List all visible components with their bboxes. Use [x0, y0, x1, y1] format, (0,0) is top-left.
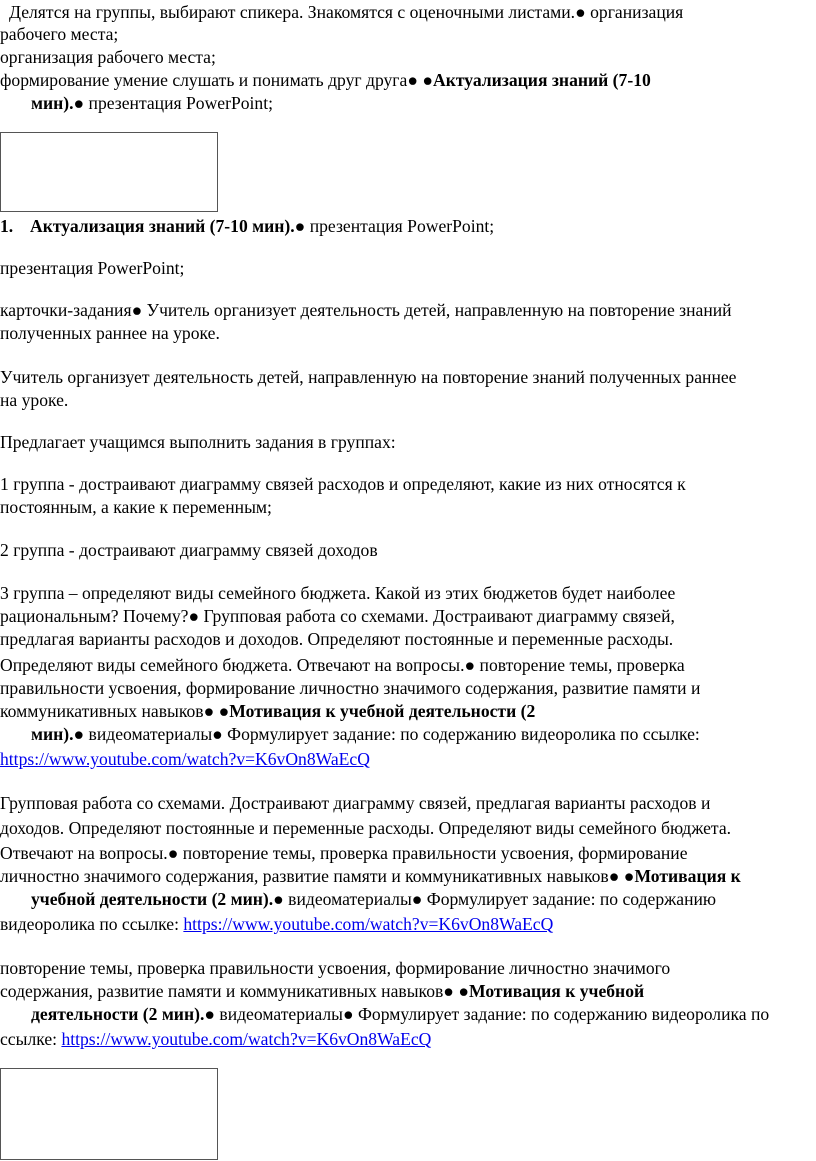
- text-line: [0, 748, 370, 771]
- text-run: правильности усвоения, формирование личностно значимого содержания, развитие памяти и: [0, 678, 701, 698]
- bold-heading-run: мин).: [31, 93, 74, 113]
- bullet-icon: ●: [422, 70, 434, 90]
- text-line: [0, 366, 737, 389]
- text-run: постоянным, а какие к переменным;: [0, 497, 272, 517]
- text-run: видеоматериалы: [283, 889, 412, 909]
- bullet-icon: ●: [342, 1004, 354, 1024]
- bullet-icon: ●: [218, 701, 230, 721]
- text-run: видеоматериалы: [214, 1004, 343, 1024]
- text-run: организация: [585, 2, 684, 22]
- bullet-icon: ●: [623, 866, 635, 886]
- text-run: ссылке:: [0, 1029, 62, 1049]
- bold-heading-run: деятельности (2 мин).: [31, 1004, 205, 1024]
- text-line: [0, 431, 396, 454]
- text-run: Учитель организует деятельность детей, направленную на повторение знаний полученных раннее: [0, 367, 737, 387]
- text-line: [0, 980, 644, 1003]
- text-line: [0, 496, 272, 519]
- text-run: Учитель организует деятельность детей, направленную на повторение знаний: [142, 300, 732, 320]
- text-run: Определяют виды семейного бюджета. Отвечают на вопросы.: [0, 655, 465, 675]
- bullet-icon: ●: [411, 889, 423, 909]
- bullet-icon: ●: [73, 93, 85, 113]
- text-line: [0, 628, 673, 651]
- numbered-heading: [0, 215, 494, 238]
- text-line: [31, 92, 273, 115]
- text-line: [0, 23, 118, 46]
- bullet-icon: ●: [203, 701, 215, 721]
- text-run: доходов. Определяют постоянные и переменные расходы. Определяют виды семейного бюджета.: [0, 818, 732, 838]
- text-run: на уроке.: [0, 390, 69, 410]
- bold-heading-run: Мотивация к учебной: [468, 981, 645, 1001]
- text-run: 3 группа – определяют виды семейного бюджета. Какой из этих бюджетов будет наиболее: [0, 583, 676, 603]
- text-run: содержания, развитие памяти и коммуникативных навыков: [0, 981, 444, 1001]
- text-line: [31, 1003, 769, 1026]
- youtube-link[interactable]: https://www.youtube.com/watch?v=K6vOn8WaEcQ: [183, 914, 554, 934]
- text-line: [9, 1, 683, 24]
- text-run: видеоматериалы: [84, 724, 213, 744]
- text-run: организация рабочего места;: [0, 47, 216, 67]
- text-run: рациональным? Почему?: [0, 606, 189, 626]
- text-line: [0, 539, 378, 562]
- text-run: Формулирует задание: по содержанию видеоролика по: [353, 1004, 770, 1024]
- text-line: [0, 1028, 431, 1051]
- text-line: [0, 957, 670, 980]
- text-run: повторение темы, проверка: [475, 655, 685, 675]
- bullet-icon: ●: [273, 889, 284, 909]
- text-run: видеоролика по ссылке:: [0, 914, 184, 934]
- bullet-icon: ●: [608, 866, 620, 886]
- text-run: Групповая работа со схемами. Достраивают диаграмму связей, предлагая варианты расходов и: [0, 793, 711, 813]
- bullet-icon: ●: [575, 2, 586, 22]
- bullet-icon: ●: [73, 724, 85, 744]
- text-run: Формулирует задание: по содержанию видеоролика по ссылке:: [222, 724, 700, 744]
- bold-heading-run: мин).: [31, 724, 74, 744]
- bullet-icon: ●: [458, 981, 469, 1001]
- bold-heading-run: Актуализация знаний (7-10: [433, 70, 651, 90]
- text-line: [0, 700, 535, 723]
- youtube-link[interactable]: https://www.youtube.com/watch?v=K6vOn8WaEcQ: [61, 1029, 432, 1049]
- empty-image-frame: [0, 132, 218, 212]
- text-line: [0, 817, 731, 840]
- text-run: 1 группа - достраивают диаграмму связей расходов и определяют, какие из них относятся к: [0, 474, 686, 494]
- text-line: [0, 677, 700, 700]
- text-run: повторение темы, проверка правильности усвоения, формирование: [178, 843, 688, 863]
- text-run: Предлагает учащимся выполнить задания в группах:: [0, 432, 396, 452]
- text-line: [0, 654, 685, 677]
- text-line: [0, 299, 732, 322]
- text-line: [31, 888, 716, 911]
- bullet-icon: ●: [204, 1004, 215, 1024]
- text-run: рабочего места;: [0, 24, 119, 44]
- text-run: презентация PowerPoint;: [305, 216, 495, 236]
- bullet-icon: ●: [464, 655, 476, 675]
- bold-heading-run: Мотивация к: [634, 866, 741, 886]
- bullet-icon: ●: [407, 70, 418, 90]
- bullet-icon: ●: [167, 843, 179, 863]
- text-line: [31, 723, 700, 746]
- list-number: 1.: [0, 216, 14, 236]
- text-run: презентация PowerPoint;: [0, 258, 185, 278]
- text-run: 2 группа - достраивают диаграмму связей доходов: [0, 540, 378, 560]
- text-run: личностно значимого содержания, развитие памяти и коммуникативных навыков: [0, 866, 609, 886]
- bullet-icon: ●: [188, 606, 200, 626]
- text-line: [0, 842, 688, 865]
- text-run: Групповая работа со схемами. Достраивают диаграмму связей,: [199, 606, 675, 626]
- bullet-icon: ●: [294, 216, 306, 236]
- bold-heading-run: Мотивация к учебной деятельности (2: [229, 701, 536, 721]
- text-run: Делятся на группы, выбирают спикера. Знакомятся с оценочными листами.: [9, 2, 576, 22]
- text-run: повторение темы, проверка правильности усвоения, формирование личностно значимого: [0, 958, 671, 978]
- bullet-icon: ●: [212, 724, 223, 744]
- text-run: формирование умение слушать и понимать друг друга: [0, 70, 408, 90]
- text-line: [0, 792, 710, 815]
- bullet-icon: ●: [131, 300, 143, 320]
- text-line: [0, 913, 553, 936]
- text-run: Формулирует задание: по содержанию: [422, 889, 717, 909]
- text-run: полученных раннее на уроке.: [0, 323, 220, 343]
- text-run: Отвечают на вопросы.: [0, 843, 168, 863]
- text-line: [0, 582, 675, 605]
- empty-image-frame: [0, 1068, 218, 1160]
- bold-heading-run: Актуализация знаний (7-10 мин).: [30, 216, 295, 236]
- text-run: предлагая варианты расходов и доходов. Определяют постоянные и переменные расходы.: [0, 629, 674, 649]
- bold-heading-run: учебной деятельности (2 мин).: [31, 889, 274, 909]
- text-run: карточки-задания: [0, 300, 132, 320]
- text-line: [0, 605, 675, 628]
- text-line: [0, 46, 216, 69]
- text-line: [0, 389, 68, 412]
- text-line: [0, 322, 220, 345]
- text-run: коммуникативных навыков: [0, 701, 204, 721]
- text-line: [0, 865, 741, 888]
- text-line: [0, 257, 184, 280]
- text-line: [0, 69, 651, 92]
- bullet-icon: ●: [443, 981, 454, 1001]
- youtube-link[interactable]: https://www.youtube.com/watch?v=K6vOn8WaEcQ: [0, 749, 370, 769]
- text-line: [0, 473, 686, 496]
- text-run: презентация PowerPoint;: [84, 93, 273, 113]
